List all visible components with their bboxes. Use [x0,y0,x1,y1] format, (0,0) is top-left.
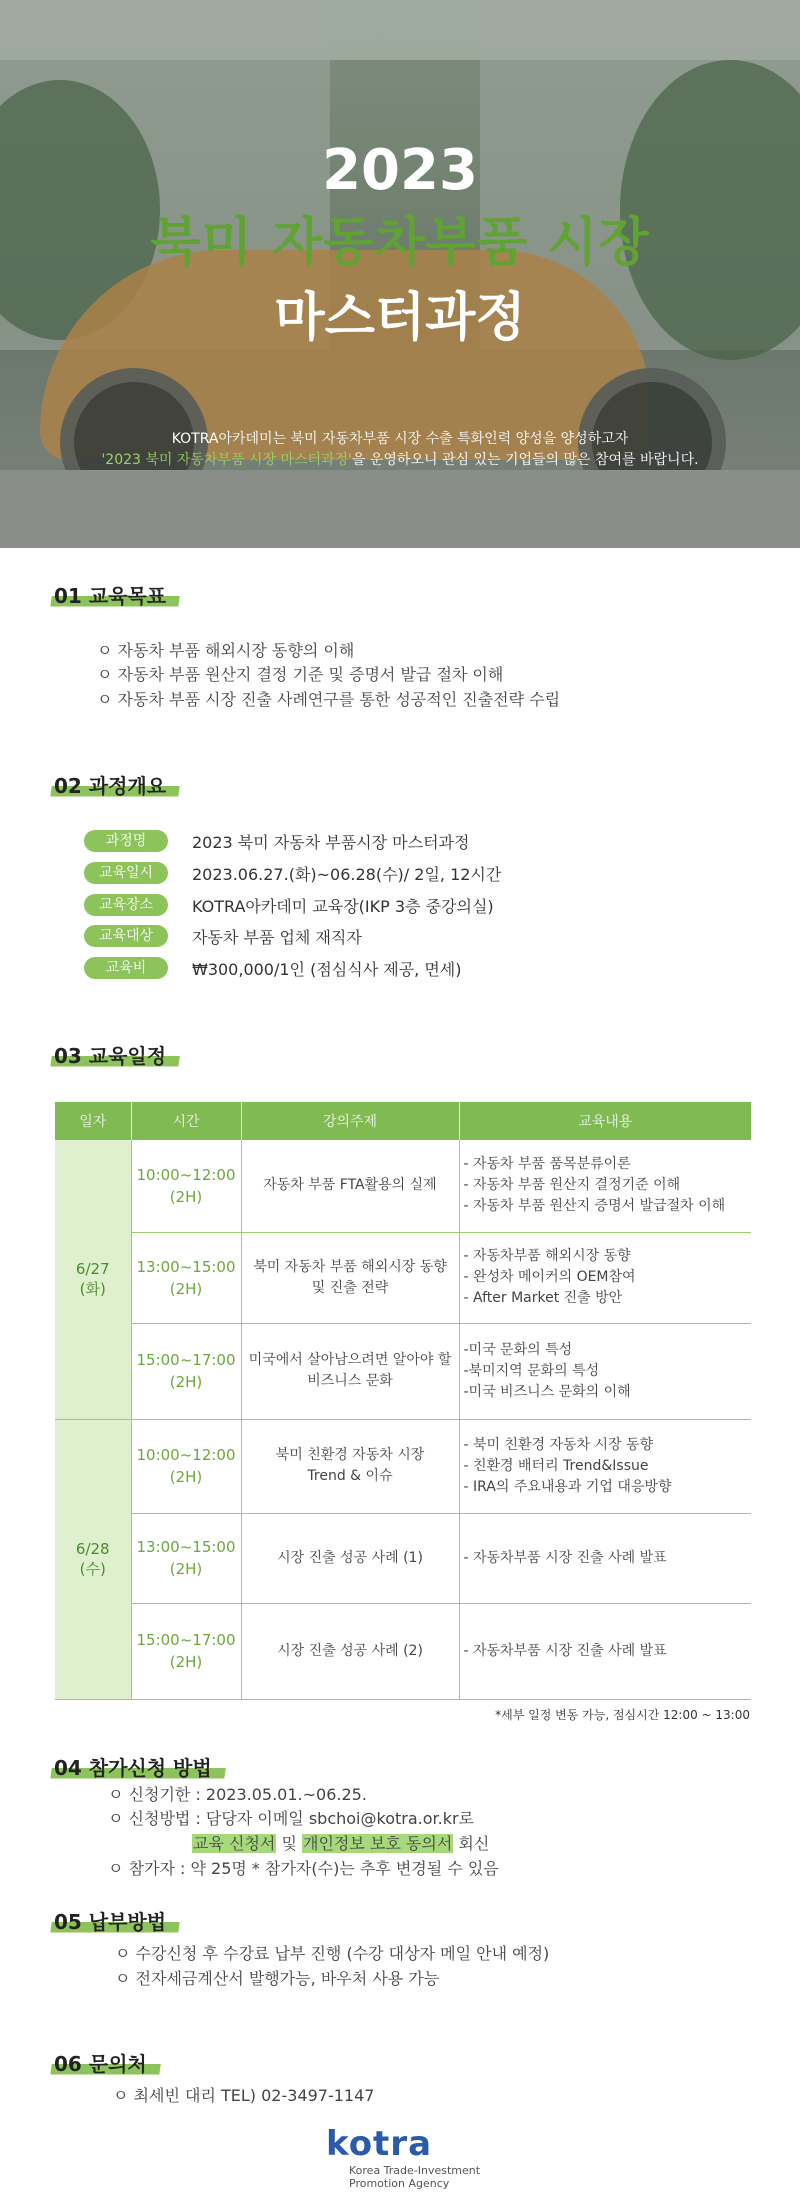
column-header: 강의주제 [241,1102,459,1140]
content-cell: - 북미 친환경 자동차 시장 동향 - 친환경 배터리 Trend&Issue - IRA의 주요내용과 기업 대응방향 [459,1419,751,1513]
hero-year: 2023 [322,138,478,203]
overview-value: ₩300,000/1인 (점심식사 제공, 면세) [192,960,462,979]
content-cell: - 자동차부품 시장 진출 사례 발표 [459,1513,751,1603]
hero-intro-line2: '2023 북미 자동차부품 시장 마스터과정'을 운영하오니 관심 있는 기업들의 많은 참여를 바랍니다. [101,452,699,468]
day-cell: 6/27 (화) [55,1140,131,1419]
section-heading-apply: 04 참가신청 방법 [50,1752,228,1781]
content-cell: - 자동차부품 해외시장 동향 - 완성차 메이커의 OEM참여 - After Market 진출 방안 [459,1232,751,1323]
apply-participants: ㅇ 참가자 : 약 25명 * 참가자(수)는 추후 변경될 수 있음 [108,1859,499,1878]
payment-item: ㅇ 수강신청 후 수강료 납부 진행 (수강 대상자 메일 안내 예정) [115,1944,550,1963]
overview-label: 과정명 [84,830,168,852]
schedule-table [55,1102,751,1700]
section-heading-contact: 06 문의처 [50,2048,163,2077]
overview-label: 교육대상 [84,925,168,947]
apply-method: ㅇ 신청방법 : 담당자 이메일 sbchoi@kotra.or.kr로 [108,1809,475,1828]
kotra-logo-subtitle: Korea Trade-Investment Promotion Agency [349,2164,481,2190]
payment-item: ㅇ 전자세금계산서 발행가능, 바우처 사용 가능 [115,1969,440,1988]
table-row [55,1603,751,1699]
privacy-consent-text: 개인정보 보호 동의서 [303,1834,453,1853]
apply-deadline: ㅇ 신청기한 : 2023.05.01.~06.25. [108,1785,367,1804]
section-heading-overview: 02 과정개요 [50,770,182,799]
time-cell: 13:00~15:00 (2H) [131,1232,241,1323]
contact-info: ㅇ 최세빈 대리 TEL) 02-3497-1147 [113,2086,375,2105]
time-cell: 15:00~17:00 (2H) [131,1603,241,1699]
topic-cell: 시장 진출 성공 사례 (2) [241,1603,459,1699]
column-header: 교육내용 [459,1102,751,1140]
content-cell: - 자동차부품 시장 진출 사례 발표 [459,1603,751,1699]
overview-value: 자동차 부품 업체 재직자 [192,928,362,947]
hero-title: 북미 자동차부품 시장 [150,213,650,273]
overview-label: 교육일시 [84,862,168,884]
table-row [55,1419,751,1513]
table-row [55,1232,751,1323]
goal-item: ㅇ 자동차 부품 해외시장 동향의 이해 [97,641,355,660]
table-row [55,1323,751,1419]
topic-cell: 자동차 부품 FTA활용의 실제 [241,1140,459,1232]
column-header: 일자 [55,1102,131,1140]
topic-cell: 시장 진출 성공 사례 (1) [241,1513,459,1603]
topic-cell: 북미 자동차 부품 해외시장 동향 및 진출 전략 [241,1232,459,1323]
table-row [55,1140,751,1232]
overview-value: 2023.06.27.(화)~06.28(수)/ 2일, 12시간 [192,865,502,884]
time-cell: 10:00~12:00 (2H) [131,1419,241,1513]
topic-cell: 북미 친환경 자동차 시장 Trend & 이슈 [241,1419,459,1513]
day-cell: 6/28 (수) [55,1419,131,1699]
goal-item: ㅇ 자동차 부품 시장 진출 사례연구를 통한 성공적인 진출전략 수립 [97,690,561,709]
section-heading-goals: 01 교육목표 [50,580,182,609]
section-heading-payment: 05 납부방법 [50,1906,182,1935]
goal-item: ㅇ 자동차 부품 원산지 결정 기준 및 증명서 발급 절차 이해 [97,665,504,684]
overview-value: 2023 북미 자동차 부품시장 마스터과정 [192,833,470,852]
application-form-text: 교육 신청서 [193,1834,276,1853]
table-header-row [55,1102,751,1140]
schedule-note: *세부 일정 변동 가능, 점심시간 12:00 ~ 13:00 [495,1708,750,1722]
hero-subtitle: 마스터과정 [274,288,526,348]
content-cell: - 자동차 부품 품목분류이론 - 자동차 부품 원산지 결정기준 이해 - 자동차 부품 원산지 증명서 발급절차 이해 [459,1140,751,1232]
table-row [55,1513,751,1603]
apply-documents: 교육 신청서 및 개인정보 보호 동의서 회신 [193,1834,490,1853]
section-heading-schedule: 03 교육일정 [50,1040,182,1069]
time-cell: 13:00~15:00 (2H) [131,1513,241,1603]
hero-intro-line1: KOTRA아카데미는 북미 자동차부품 시장 수출 특화인력 양성을 양성하고자 [171,431,629,447]
topic-cell: 미국에서 살아남으려면 알아야 할 비즈니스 문화 [241,1323,459,1419]
overview-value: KOTRA아카데미 교육장(IKP 3층 중강의실) [192,897,494,916]
overview-label: 교육장소 [84,894,168,916]
time-cell: 10:00~12:00 (2H) [131,1140,241,1232]
time-cell: 15:00~17:00 (2H) [131,1323,241,1419]
kotra-logo: kotra [326,2124,433,2164]
overview-label: 교육비 [84,957,168,979]
content-cell: -미국 문화의 특성 -북미지역 문화의 특성 -미국 비즈니스 문화의 이해 [459,1323,751,1419]
hero-course-name: '2023 북미 자동차부품 시장 마스터과정' [101,452,352,468]
column-header: 시간 [131,1102,241,1140]
